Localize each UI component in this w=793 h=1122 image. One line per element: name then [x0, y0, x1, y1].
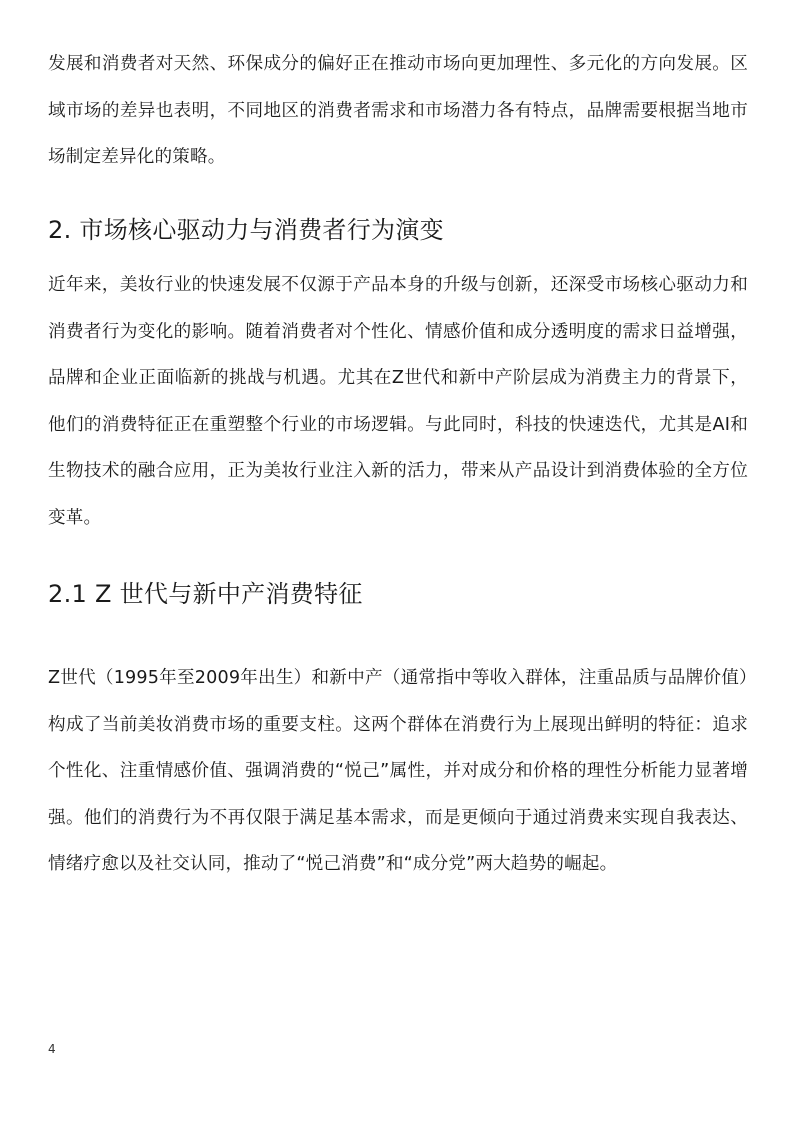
section-2-paragraph: 近年来，美妆行业的快速发展不仅源于产品本身的升级与创新，还深受市场核心驱动力和消费者行为变化的影响。随着消费者对个性化、情感价值和成分透明度的需求日益增强，品牌和企业正面临新的挑战与机遇。尤其在Z世代和新中产阶层成为消费主力的背景下，他们的消费特征正在重塑整个行业的市场逻辑。与此同时，科技的快速迭代，尤其是AI和生物技术的融合应用，正为美妆行业注入新的活力，带来从产品设计到消费体验的全方位变革。 — [48, 275, 748, 528]
section-2-1-paragraph: Z世代（1995年至2009年出生）和新中产（通常指中等收入群体，注重品质与品牌价值）构成了当前美妆消费市场的重要支柱。这两个群体在消费行为上展现出鲜明的特征：追求个性化、注重情感价值、强调消费的“悦己”属性，并对成分和价格的理性分析能力显著增强。他们的消费行为不再仅限于满足基本需求，而是更倾向于通过消费来实现自我表达、情绪疗愈以及社交认同，推动了“悦己消费”和“成分党”两大趋势的崛起。 — [48, 668, 748, 874]
section-2-heading: 2. 市场核心驱动力与消费者行为演变 — [48, 216, 444, 244]
section-2-1-heading: 2.1 Z 世代与新中产消费特征 — [48, 580, 363, 608]
page-number: 4 — [48, 1042, 56, 1056]
intro-paragraph: 发展和消费者对天然、环保成分的偏好正在推动市场向更加理性、多元化的方向发展。区域市场的差异也表明，不同地区的消费者需求和市场潜力各有特点，品牌需要根据当地市场制定差异化的策略。 — [48, 54, 748, 167]
